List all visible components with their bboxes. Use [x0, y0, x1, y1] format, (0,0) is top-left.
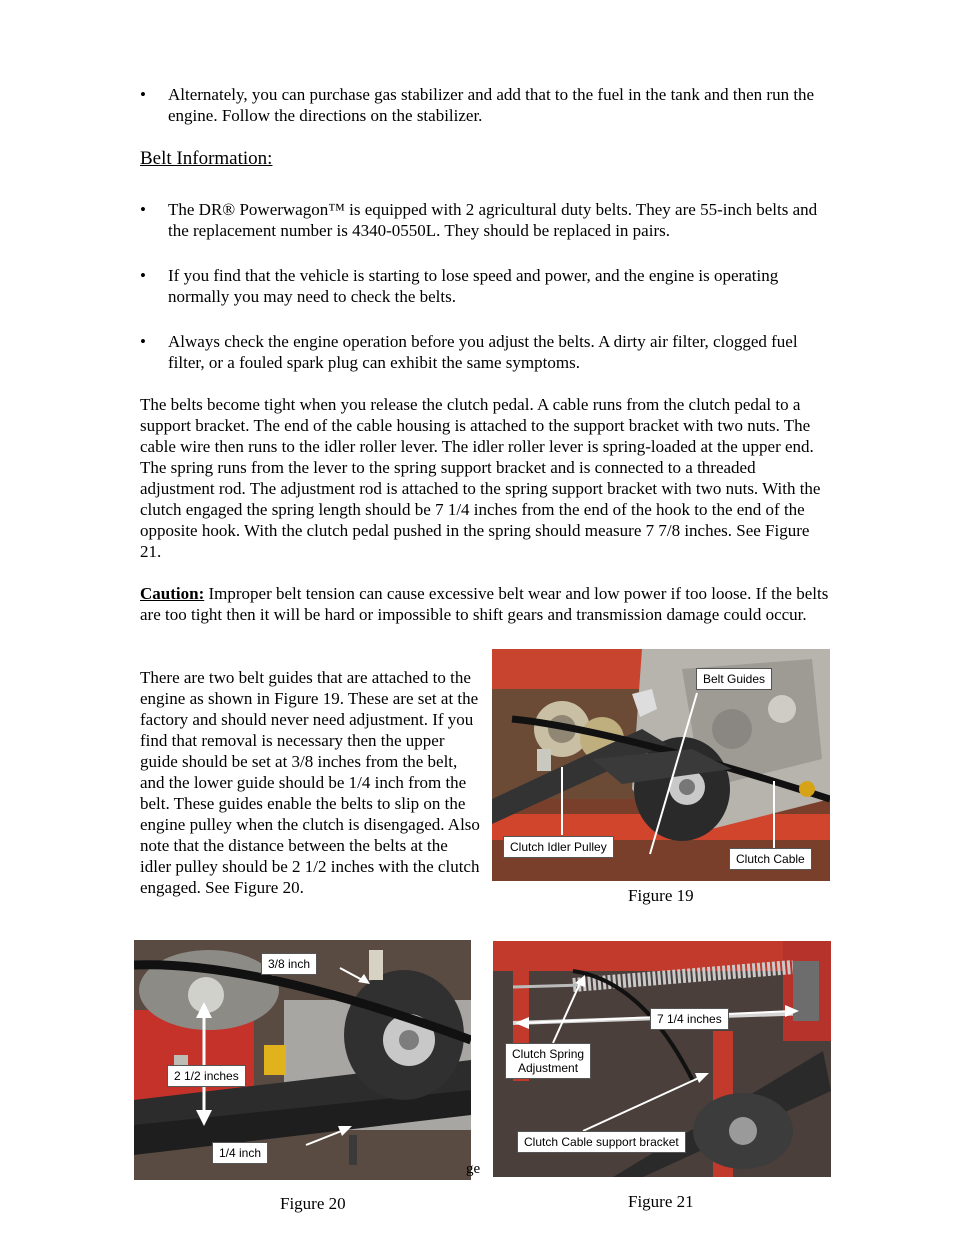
bullet-text: Alternately, you can purchase gas stabilizer and add that to the fuel in the tank and then run the engine. Follow the directions on the stabilizer. — [168, 85, 815, 125]
section-heading: Belt Information: — [140, 148, 273, 169]
caution-text: Improper belt tension can cause excessive belt wear and low power if too loose. If the belts are too tight then it will be hard or impossible to shift gears and transmission damage could occur. — [140, 584, 829, 624]
bullet-dot: • — [140, 85, 146, 104]
caution-label: Caution: — [140, 584, 205, 603]
paragraph-guides: There are two belt guides that are attached to the engine as shown in Figure 19. These are set at the factory and should never need adjustment. If you find that removal is necessary then the upper guide should be set at 3/8 inches from the belt, and the lower guide should be 1/4 inch from the belt. These guides enable the belts to slip on the engine pulley when the clutch is disengaged. Also note that the distance between the belts at the idler pulley should be 2 1/2 inches with the clutch engaged. See Figure 20. — [140, 668, 480, 897]
figure-19-caption: Figure 19 — [628, 886, 694, 905]
caution-paragraph — [140, 583, 830, 625]
figure-20-caption: Figure 20 — [280, 1194, 346, 1213]
bullet-lose-speed — [140, 265, 830, 307]
label-clutch-spring-adjustment — [505, 1043, 591, 1079]
bullet-dot: • — [140, 332, 146, 351]
paragraph-belts: The belts become tight when you release the clutch pedal. A cable runs from the clutch pedal to a support bracket. The end of the cable housing is attached to the support bracket with two nuts. The cable wire then runs to the idler roller lever. The idler roller lever is spring-loaded at the upper end. The spring runs from the lever to the spring support bracket and is connected to a threaded adjustment rod. The adjustment rod is attached to the spring support bracket with two nuts. With the clutch engaged the spring length should be 7 1/4 inches from the end of the hook to the end of the opposite hook. With the clutch pedal pushed in the spring should measure 7 7/8 inches. See Figure 21. — [140, 395, 821, 561]
label-clutch-cable: Clutch Cable — [729, 848, 812, 870]
label-line: Adjustment — [518, 1061, 579, 1075]
bullet-text: Always check the engine operation before you adjust the belts. A dirty air filter, clogged fuel filter, or a fouled spark plug can exhibit the same symptoms. — [168, 332, 798, 372]
label-three-eighths-inch: 3/8 inch — [261, 953, 317, 975]
bullet-gas-stabilizer — [140, 84, 830, 126]
page-footer-fragment: ge — [466, 1161, 481, 1177]
label-two-half-inches: 2 1/2 inches — [167, 1065, 246, 1087]
label-belt-guides: Belt Guides — [696, 668, 772, 690]
bullet-text: If you find that the vehicle is starting to lose speed and power, and the engine is operating normally you may need to check the belts. — [168, 266, 779, 306]
bullet-text: The DR® Powerwagon™ is equipped with 2 agricultural duty belts. They are 55-inch belts and the replacement number is 4340-0550L. They should be replaced in pairs. — [168, 200, 818, 240]
bullet-check-engine — [140, 331, 830, 373]
label-quarter-inch: 1/4 inch — [212, 1142, 268, 1164]
label-line: Clutch Spring — [512, 1047, 585, 1061]
label-clutch-idler-pulley: Clutch Idler Pulley — [503, 836, 614, 858]
label-seven-quarter-inches: 7 1/4 inches — [650, 1008, 729, 1030]
bullet-dot: • — [140, 266, 146, 285]
bullet-dot: • — [140, 200, 146, 219]
figure-21-caption: Figure 21 — [628, 1192, 694, 1211]
label-clutch-cable-support-bracket: Clutch Cable support bracket — [517, 1131, 686, 1153]
figure-20-leader-lines — [134, 940, 471, 1180]
bullet-belts-equipped — [140, 199, 830, 241]
